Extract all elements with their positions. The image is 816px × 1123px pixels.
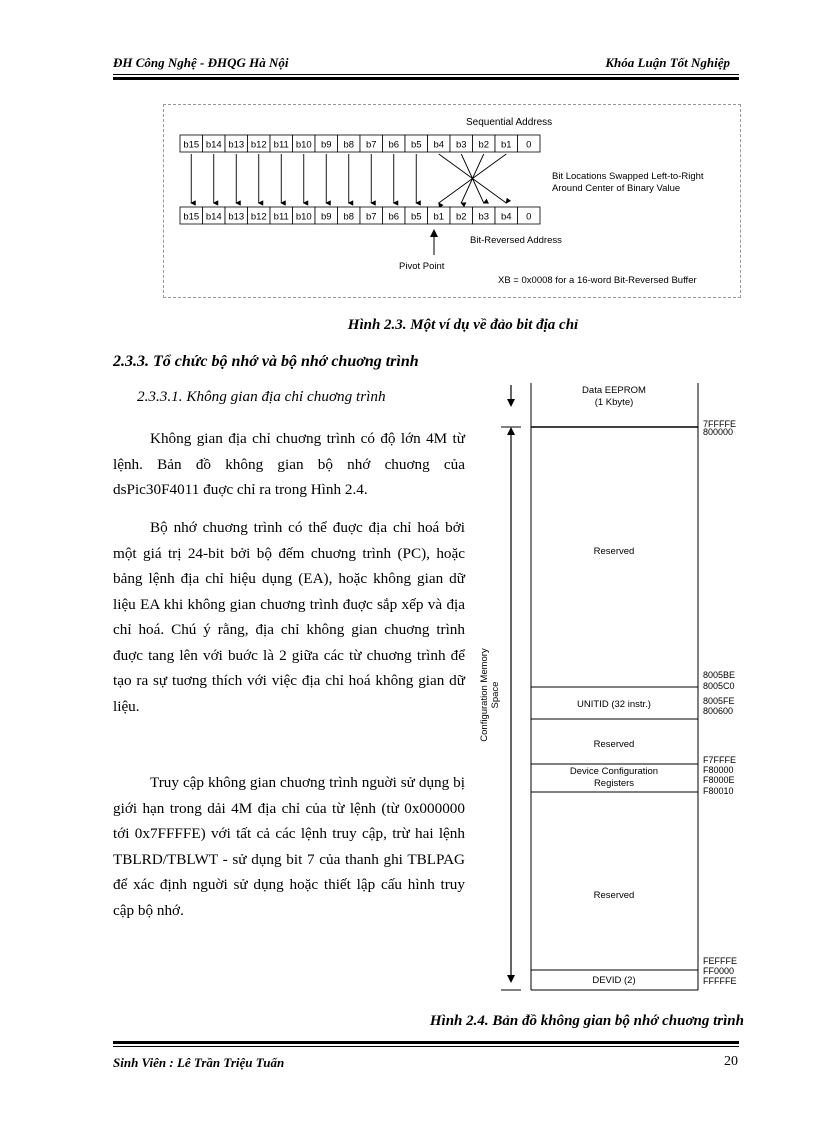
config-space-label-1: Configuration Memory [479,648,490,742]
figure-bit-reversal [163,104,741,298]
reserved-3: Reserved [593,890,635,901]
header-rule-thin [113,74,739,75]
devcfg-line2: Registers [593,778,635,789]
bottom-bit-label: b4 [500,211,512,223]
address-label: 8005C0 [703,681,735,691]
bottom-bit-label: b15 [183,211,200,223]
top-bit-label: b5 [410,139,422,151]
address-label: FF0000 [703,966,735,976]
sequential-address-label: Sequential Address [466,117,553,128]
swap-note-line2: Around Center of Binary Value [552,183,681,194]
reserved-1: Reserved [593,546,635,557]
top-bit-label: b14 [205,139,222,151]
paragraph-2: Bộ nhớ chuơng trình có thể đuợc địa chỉ hoá bởi một giá trị 24-bit bởi bộ đếm chuơng trình (PC), hoặc bảng lệnh địa chỉ hiệu dụng (EA), hoặc không gian dữ liệu EA khi không gian chuơng trình đuợc sắp xếp và địa chỉ hoá. Chú ý rằng, địa chỉ không gian chuơng trình đuợc tang lên với buớc là 2 giữa các từ chuơng trình để tạo ra sự tuơng thích với việc địa chỉ hoá không gian dữ liệu. [113,519,465,715]
address-label: 800000 [703,427,734,437]
address-label: F80000 [703,765,734,775]
xb-note: XB = 0x0008 for a 16-word Bit-Reversed Buffer [498,275,697,286]
pivot-arrow-head [430,229,438,237]
address-label: FFFFFE [703,976,737,986]
top-bit-label: b7 [365,139,377,151]
top-bit-label: b6 [388,139,400,151]
top-bit-label: b3 [455,139,467,151]
devid-label: DEVID (2) [592,975,636,986]
address-label: F7FFFE [703,755,736,765]
eeprom-line1: Data EEPROM [582,385,646,396]
pivot-point-label: Pivot Point [399,261,445,272]
figure1-caption: Hình 2.3. Một ví dụ về đảo bit địa chỉ [347,317,579,333]
memory-map-diagram [473,383,758,1003]
footer-author: Sinh Viên : Lê Trần Triệu Tuấn [113,1055,285,1070]
top-bit-label: b9 [320,139,332,151]
unitid-label: UNITID (32 instr.) [577,699,651,710]
header-left: ĐH Công Nghệ - ĐHQG Hà Nội [113,55,289,70]
footer-rule-thick [113,1041,739,1044]
header-right: Khóa Luận Tốt Nghiệp [605,55,730,70]
paragraph-1: Không gian địa chỉ chuơng trình có độ lớn 4M từ lệnh. Bản đồ không gian bộ nhớ chuơng của dsPic30F4011 đuợc chỉ ra trong Hình 2.4. [113,430,465,498]
top-bit-label: b2 [478,139,490,151]
address-label: 8005BE [703,670,736,680]
paragraph-3: Truy cập không gian chuơng trình nguời sử dụng bị giới hạn trong dải 4M địa chỉ của từ lệnh (từ 0x000000 tới 0x7FFFFE) với tất cả các lệnh truy cập, trừ hai lệnh TBLRD/TBLWT - sử dụng bit 7 của thanh ghi TBLPAG để xác định nguời sử dụng hoặc thiết lập cấu hình truy cập bộ nhớ. [113,774,465,919]
bit-mapping-arrows [191,154,506,203]
devcfg-line1: Device Configuration [569,766,659,777]
bottom-bit-label: b14 [205,211,222,223]
top-bit-label: b1 [500,139,512,151]
address-label: 800600 [703,706,734,716]
bottom-bit-label: b2 [455,211,467,223]
top-bit-label: b12 [250,139,267,151]
address-label: F80010 [703,786,734,796]
top-bit-label: b13 [228,139,245,151]
bottom-bit-label: 0 [526,211,532,223]
swap-note-line1: Bit Locations Swapped Left-to-Right [552,171,704,182]
top-bit-label: b4 [433,139,445,151]
bottom-bit-label: b11 [273,211,289,223]
bottom-bit-label: b12 [250,211,267,223]
bottom-bit-label: b1 [433,211,445,223]
eeprom-line2: (1 Kbyte) [594,397,634,408]
page-number: 20 [724,1054,738,1069]
address-label: 7FFFFE [703,419,736,429]
bottom-bit-label: b9 [320,211,332,223]
bottom-bit-label: b7 [365,211,377,223]
reserved-2: Reserved [593,739,635,750]
top-bit-label: b15 [183,139,200,151]
bottom-bit-row [180,207,540,224]
config-space-label-2: Space [490,681,501,709]
address-label: F8000E [703,775,735,785]
bottom-bit-label: b13 [228,211,245,223]
top-bit-label: b8 [343,139,355,151]
subsection-heading: 2.3.3.1. Không gian địa chỉ chuơng trình [137,388,386,405]
address-label: FEFFFE [703,956,737,966]
top-bit-label: 0 [526,139,532,151]
bottom-bit-label: b6 [388,211,400,223]
bit-reversal-diagram [164,105,740,297]
bit-reversed-label: Bit-Reversed Address [470,235,562,246]
bottom-bit-label: b3 [478,211,490,223]
section-heading: 2.3.3. Tổ chức bộ nhớ và bộ nhớ chuơng trình [113,353,419,370]
bottom-bit-label: b5 [410,211,422,223]
figure-memory-map [473,383,758,1003]
top-bit-row [180,135,540,152]
figure2-caption: Hình 2.4. Bản đồ không gian bộ nhớ chuơng trình [429,1013,744,1029]
header-rule-thick [113,77,739,80]
footer-rule-thin [113,1046,739,1047]
address-label: 8005FE [703,696,735,706]
top-bit-label: b11 [273,139,289,151]
top-bit-label: b10 [295,139,312,151]
bottom-bit-label: b10 [295,211,312,223]
bottom-bit-label: b8 [343,211,355,223]
